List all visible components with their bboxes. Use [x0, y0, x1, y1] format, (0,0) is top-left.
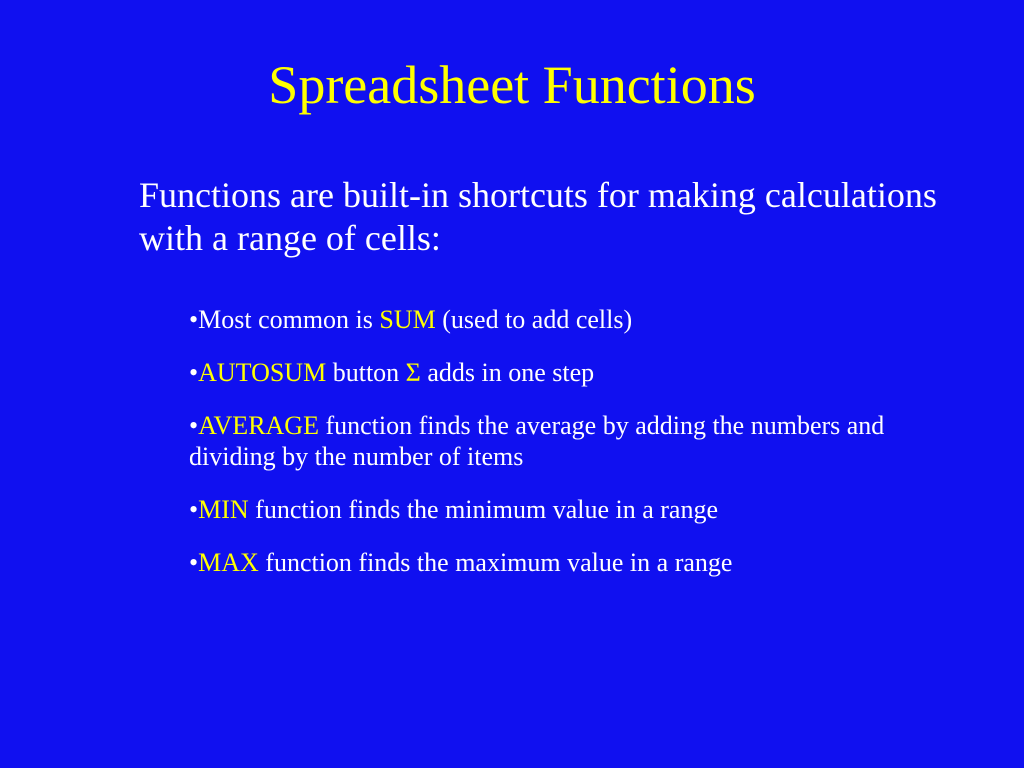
bullet-item-autosum — [189, 357, 949, 388]
bullet-text: adds in one step — [420, 358, 595, 387]
intro-paragraph: Functions are built-in shortcuts for making calculations with a range of cells: — [139, 175, 937, 258]
bullet-text: function finds the maximum value in a range — [258, 548, 733, 577]
bullet-text: function finds the minimum value in a range — [248, 495, 719, 524]
bullet-list — [189, 304, 949, 600]
bullet-marker: • — [189, 305, 199, 334]
bullet-item-max — [189, 547, 949, 578]
keyword-autosum: AUTOSUM — [198, 358, 327, 387]
bullet-item-min — [189, 494, 949, 525]
keyword-max: MAX — [198, 548, 259, 577]
keyword-sum: SUM — [379, 305, 436, 334]
bullet-text: Most common is — [198, 305, 380, 334]
slide-title: Spreadsheet Functions — [268, 55, 756, 115]
bullet-marker: • — [189, 358, 199, 387]
bullet-marker: • — [189, 495, 199, 524]
bullet-item-average — [189, 410, 949, 472]
bullet-marker: • — [189, 411, 199, 440]
keyword-average: AVERAGE — [198, 411, 319, 440]
keyword-min: MIN — [198, 495, 249, 524]
bullet-text: function finds the average by adding the numbers and dividing by the number of items — [189, 411, 885, 471]
bullet-text: (used to add cells) — [435, 305, 633, 334]
bullet-text: button — [326, 358, 406, 387]
bullet-item-sum — [189, 304, 949, 335]
sigma-icon: Σ — [405, 358, 421, 387]
bullet-marker: • — [189, 548, 199, 577]
